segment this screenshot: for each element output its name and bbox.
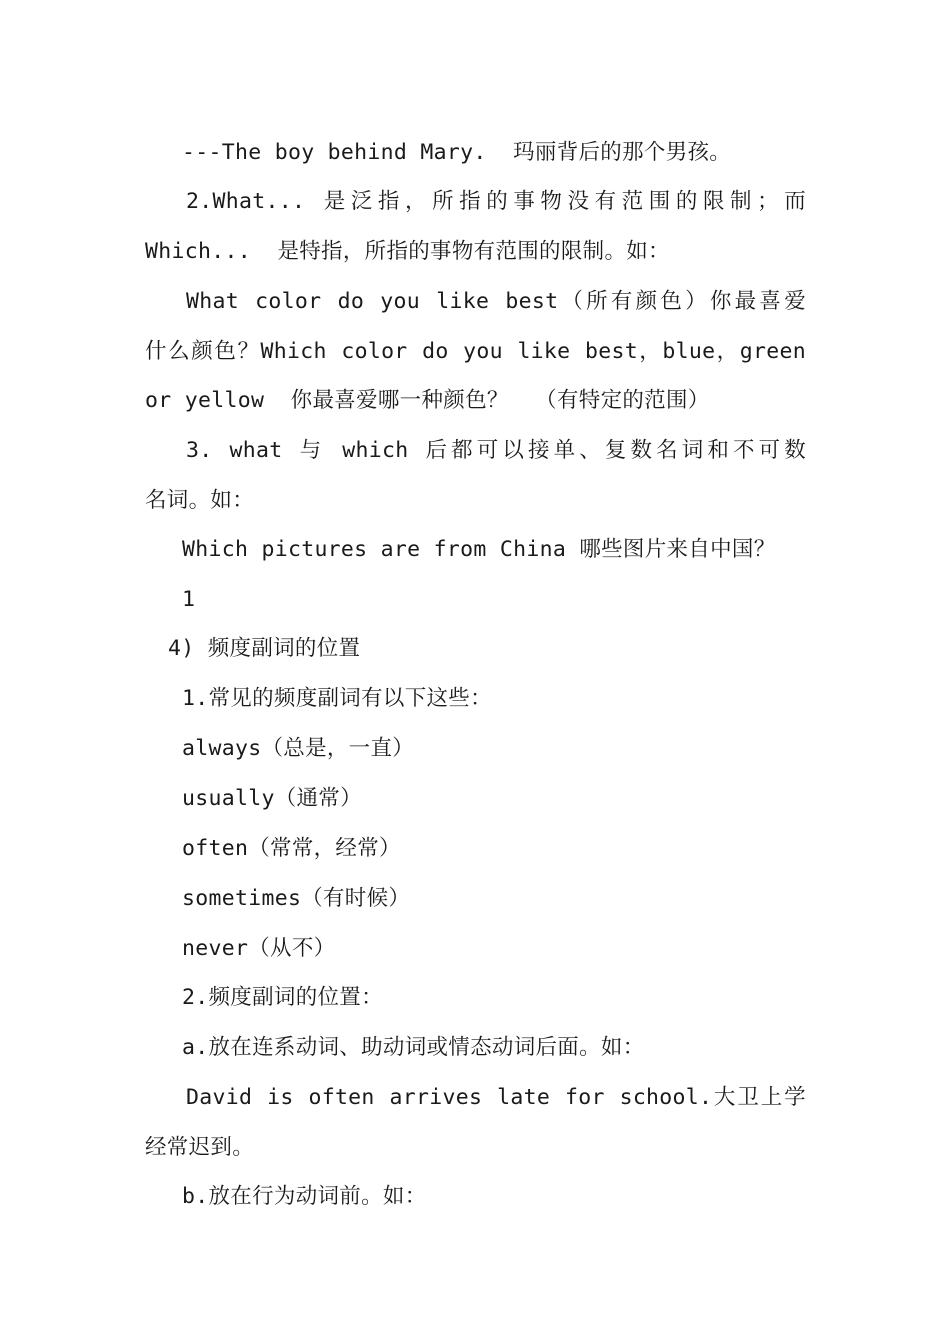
- text-line-20: David is often arrives late for school.大卫上学: [186, 1085, 806, 1110]
- text-line-22: b.放在行为动词前。如：: [182, 1184, 427, 1209]
- text-line-3: Which... 是特指，所指的事物有范围的限制。如：: [145, 239, 670, 264]
- text-line-9: Which pictures are from China 哪些图片来自中国？: [182, 537, 776, 562]
- text-line-10: 1: [182, 587, 196, 612]
- text-line-18: 2.频度副词的位置：: [182, 985, 383, 1010]
- text-line-13: always（总是，一直）: [182, 736, 415, 761]
- text-line-8: 名词。如：: [145, 488, 255, 513]
- text-line-2: 2.What... 是泛指，所指的事物没有范围的限制；而: [186, 189, 806, 214]
- text-line-12: 1.常见的频度副词有以下这些：: [182, 686, 492, 711]
- text-line-1: ---The boy behind Mary. 玛丽背后的那个男孩。: [182, 140, 732, 165]
- text-line-17: never（从不）: [182, 936, 336, 961]
- text-line-4: What color do you like best（所有颜色）你最喜爱: [186, 289, 806, 314]
- text-line-7: 3. what 与 which 后都可以接单、复数名词和不可数: [186, 438, 806, 463]
- section-heading: 4) 频度副词的位置: [168, 636, 361, 661]
- text-line-16: sometimes（有时候）: [182, 886, 411, 911]
- text-line-6: or yellow 你最喜爱哪一种颜色？ （有特定的范围）: [145, 388, 710, 413]
- text-line-19: a.放在连系动词、助动词或情态动词后面。如：: [182, 1035, 645, 1060]
- text-line-5: 什么颜色？Which color do you like best，blue，green: [145, 339, 806, 364]
- text-line-15: often（常常，经常）: [182, 836, 401, 861]
- text-line-21: 经常迟到。: [145, 1135, 255, 1160]
- text-line-14: usually（通常）: [182, 786, 362, 811]
